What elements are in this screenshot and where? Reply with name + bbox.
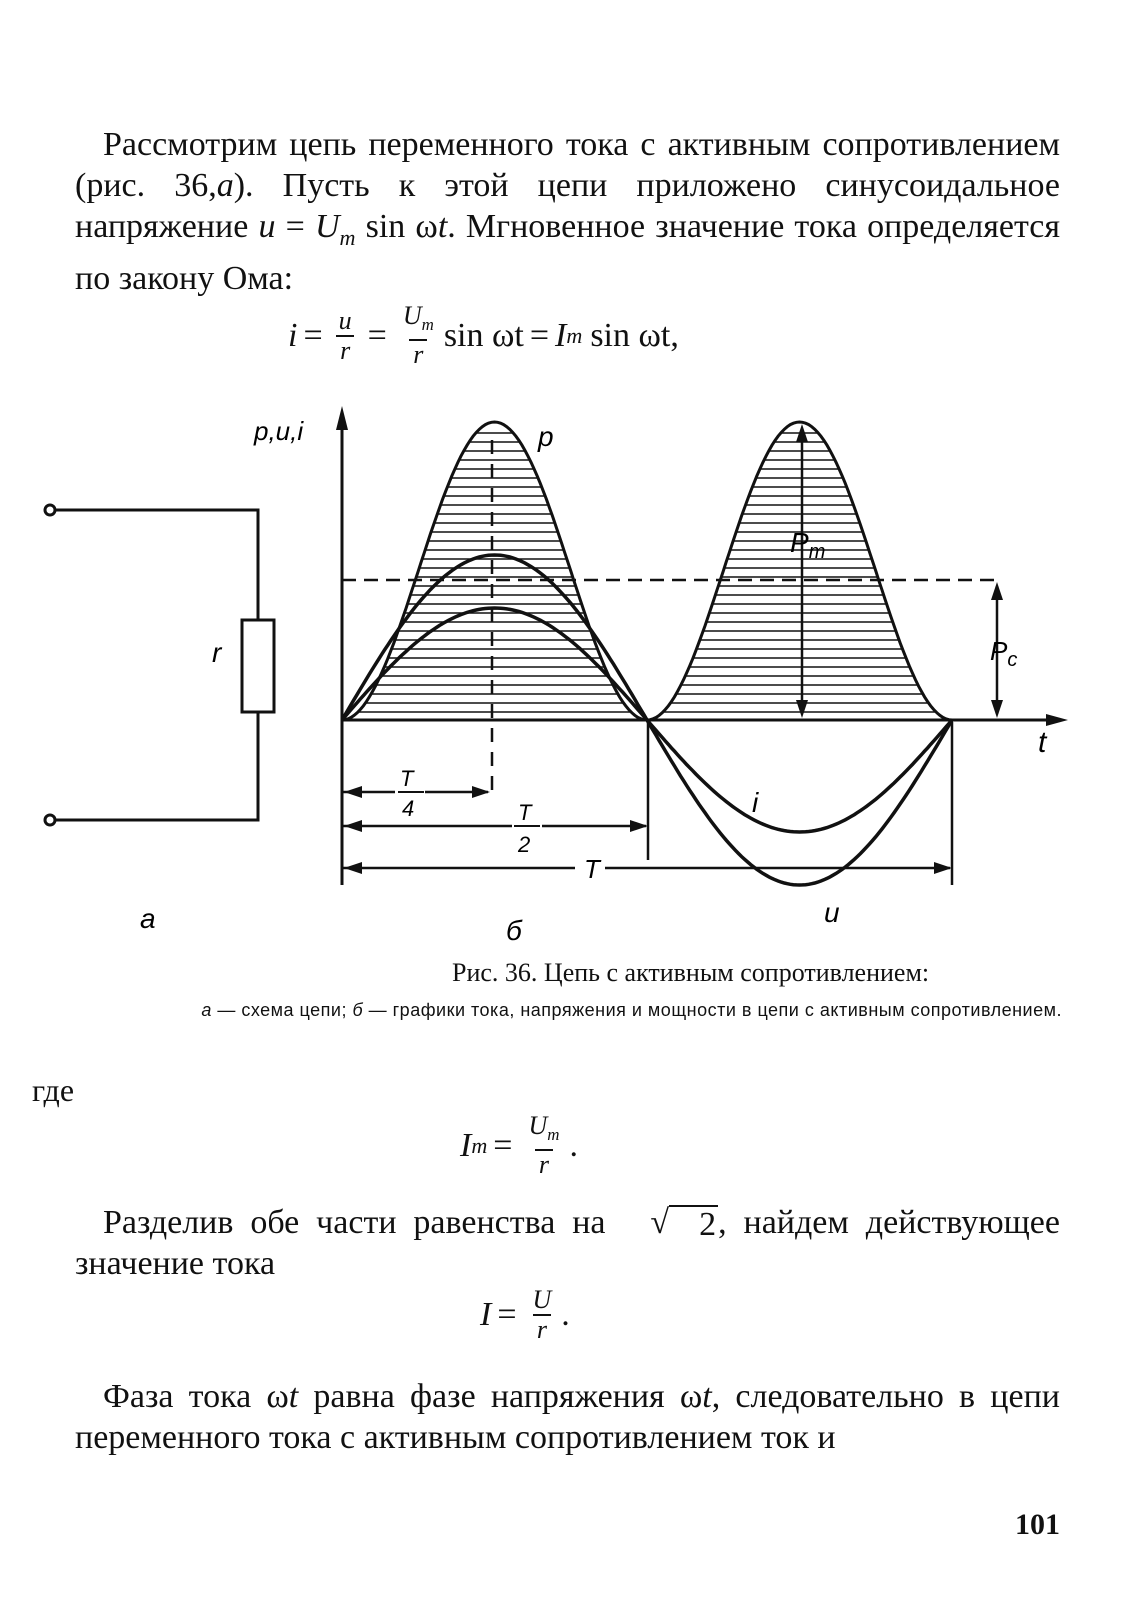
pm-label: $P_m$ (790, 527, 826, 563)
p-label: p (538, 421, 554, 452)
figure-caption-body: a — схема цепи; б — графики тока, напряжения и мощности в цепи с активным сопротивлением. (201, 1000, 1062, 1020)
resistor (242, 620, 274, 712)
circuit-schematic (45, 505, 274, 825)
t-axis-arrow (1046, 714, 1068, 726)
pm-arrow (796, 424, 808, 718)
label-a: a (140, 903, 156, 934)
i-label: i (752, 787, 759, 818)
t4-num: T (400, 766, 414, 791)
pc-label: $P_c$ (990, 636, 1018, 671)
t-label: T (584, 854, 600, 884)
amplitude-formula: I m = $\frac{U_m}{r}$ . (460, 1111, 578, 1180)
figure-caption-title: Рис. 36. Цепь с активным сопротивлением: (452, 958, 930, 987)
axes (336, 406, 1068, 885)
resistor-label: r (212, 637, 222, 668)
paragraph-2: Разделив обе части равенства на √ 2 , найдем действующее значение тока (75, 1204, 1060, 1282)
y-axis-label: p,u,i (254, 416, 304, 446)
t4-den: 4 (402, 796, 415, 821)
y-axis-arrow (336, 406, 348, 430)
label-b: б (506, 915, 522, 946)
t2-den: 2 (518, 832, 531, 857)
t2-num: T (518, 800, 532, 825)
t-axis-label: t (1038, 726, 1047, 759)
ohm-law-formula: i = $\frac{u}{r}$ = $\frac{U_m}{r}$ sin ωt = I m sin ωt, (288, 301, 679, 370)
terminal-top (45, 505, 55, 515)
u-label: u (824, 897, 840, 928)
terminal-bottom (45, 815, 55, 825)
paragraph-3: Фаза тока ωt равна фазе напряжения ωt, следовательно в цепи переменного тока с активным сопротивлением ток и (75, 1378, 1060, 1456)
period-markers (342, 722, 952, 885)
rms-formula: I = $\frac{U}{r}$ . (480, 1285, 570, 1344)
where-word: где (32, 1072, 75, 1108)
paragraph-1: Рассмотрим цепь переменного тока с активным сопротивлением (рис. 36,a). Пусть к этой цепи приложено синусоидальное напряжение $u = U_m$ sin ωt. Мгновенное значение тока определяется по закону Ома: (75, 126, 1061, 297)
power-hatching (358, 433, 936, 712)
page-number: 101 (1015, 1508, 1060, 1541)
